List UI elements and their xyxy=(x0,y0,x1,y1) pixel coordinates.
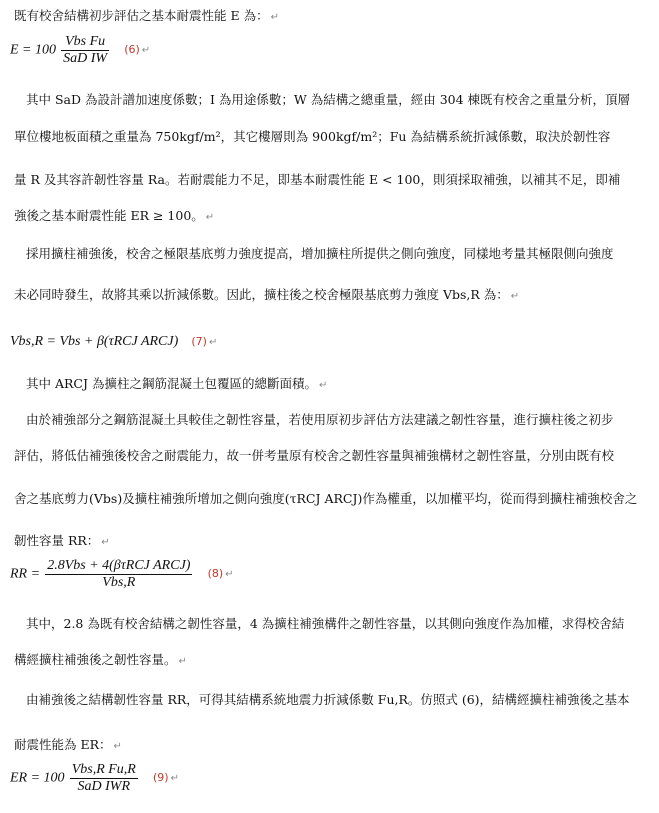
paragraph-7-line-1 xyxy=(26,690,630,710)
p2-line-4: 強後之基本耐震性能 ER ≥ 100。 xyxy=(14,208,204,223)
eq9-denominator: SaD IWR xyxy=(77,779,131,794)
eq9-numerator: Vbs,R Fu,R xyxy=(71,762,136,777)
equation-7: Vbs,R = Vbs + β(τRCJ ARCJ) (7) ↵ xyxy=(10,334,218,349)
equation-9: ER = 100 $\frac{\text{Vbs,R Fu,R}}{\text{SaD IWR}}$ (9) ↵ xyxy=(10,762,179,794)
p4-text: 其中 ARCJ 為擴柱之鋼筋混凝土包覆區的總斷面積。 xyxy=(26,376,317,391)
eq8-lhs: RR = xyxy=(10,566,41,582)
p7-line-2: 耐震性能為 ER： xyxy=(14,737,112,752)
p5-line-2: 評估，將低估補強後校舍之耐震能力，故一併考量原有校舍之韌性容量與補強構材之韌性容量，分別由既有校 xyxy=(14,448,615,463)
p7-line-1: 由補強後之結構韌性容量 RR，可得其結構系統地震力折減係數 Fu,R。仿照式 (6)，結構經擴柱補強後之基本 xyxy=(26,692,630,707)
eq6-fraction xyxy=(61,34,109,67)
paragraph-5-line-1 xyxy=(26,410,614,430)
p2-line-2: 單位樓地板面積之重量為 750kgf/m²，其它樓層則為 900kgf/m²；Fu 為結構系統折減係數，取決於韌性容 xyxy=(14,129,611,144)
paragraph-1: 既有校舍結構初步評估之基本耐震性能 E 為： ↵ xyxy=(14,8,279,23)
paragraph-2-line-1 xyxy=(26,90,630,110)
paragraph-6-line-1 xyxy=(26,614,624,634)
eq8-label: (8) xyxy=(207,567,224,581)
eq8-denominator: Vbs,R xyxy=(102,575,136,590)
eq9-label: (9) xyxy=(152,771,169,785)
equation-6: E = 100 $\frac{\text{Vbs Fu}}{\text{SaD IW}}$ (6) ↵ xyxy=(10,34,151,66)
paragraph-6-line-2: 構經擴柱補強後之韌性容量。 ↵ xyxy=(14,652,187,667)
paragraph-2-line-3 xyxy=(14,170,620,190)
eq7-text: Vbs,R = Vbs + β(τRCJ ARCJ) xyxy=(10,334,179,349)
paragraph-5-line-4: 韌性容量 RR： ↵ xyxy=(14,533,110,548)
p3-line-2: 未必同時發生，故將其乘以折減係數。因此，擴柱後之校舍極限基底剪力強度 Vbs,R 為： xyxy=(14,287,509,302)
eq6-lhs: E = 100 xyxy=(10,42,56,58)
p2-line-3: 量 R 及其容許韌性容量 Ra。若耐震能力不足，即基本耐震性能 E < 100，則須採取補強，以補其不足，即補 xyxy=(14,172,621,187)
paragraph-3-line-1 xyxy=(26,244,614,264)
eq9-fraction xyxy=(70,762,138,795)
eq8-numerator: 2.8Vbs + 4(βτRCJ ARCJ) xyxy=(47,558,191,573)
paragraph-5-line-3 xyxy=(14,489,637,509)
paragraph-3-line-2: 未必同時發生，故將其乘以折減係數。因此，擴柱後之校舍極限基底剪力強度 Vbs,R 為： ↵ xyxy=(14,287,520,302)
p3-line-1: 採用擴柱補強後，校舍之極限基底剪力強度提高，增加擴柱所提供之側向強度，同樣地考量其極限側向強度 xyxy=(26,246,614,261)
p6-line-2: 構經擴柱補強後之韌性容量。 xyxy=(14,652,177,667)
p5-line-3: 舍之基底剪力(Vbs)及擴柱補強所增加之側向強度(τRCJ ARCJ)作為權重，以加權平均，從而得到擴柱補強校舍之 xyxy=(14,491,638,506)
paragraph-4: 其中 ARCJ 為擴柱之鋼筋混凝土包覆區的總斷面積。 ↵ xyxy=(26,376,328,391)
eq6-label: (6) xyxy=(124,43,140,57)
paragraph-2-line-2 xyxy=(14,127,610,147)
paragraph-7-line-2: 耐震性能為 ER： ↵ xyxy=(14,737,122,752)
p5-line-1: 由於補強部分之鋼筋混凝土具較佳之韌性容量，若使用原初步評估方法建議之韌性容量，進行擴柱後之初步 xyxy=(26,412,614,427)
eq8-fraction xyxy=(45,558,192,591)
paragraph-2-line-4: 強後之基本耐震性能 ER ≥ 100。 ↵ xyxy=(14,208,215,223)
eq6-numerator: Vbs Fu xyxy=(61,34,109,51)
equation-8: RR = $\frac{\text{2.8Vbs + 4(βτRCJ ARCJ)}}{\text{Vbs,R}}$ (8) ↵ xyxy=(10,558,234,590)
paragraph-1-text: 既有校舍結構初步評估之基本耐震性能 E 為： xyxy=(14,8,269,23)
p6-line-1: 其中，2.8 為既有校舍結構之韌性容量，4 為擴柱補強構件之韌性容量，以其側向強度作為加權，求得校舍結 xyxy=(26,616,625,631)
eq7-label: (7) xyxy=(191,335,207,348)
eq6-denominator: SaD IW xyxy=(63,51,108,66)
p2-line-1: 其中 SaD 為設計譜加速度係數；I 為用途係數；W 為結構之總重量，經由 304 棟既有校舍之重量分析，頂層 xyxy=(26,92,631,107)
eq9-lhs: ER = 100 xyxy=(10,770,65,786)
p5-line-4: 韌性容量 RR： xyxy=(14,533,100,548)
paragraph-5-line-2 xyxy=(14,446,614,466)
